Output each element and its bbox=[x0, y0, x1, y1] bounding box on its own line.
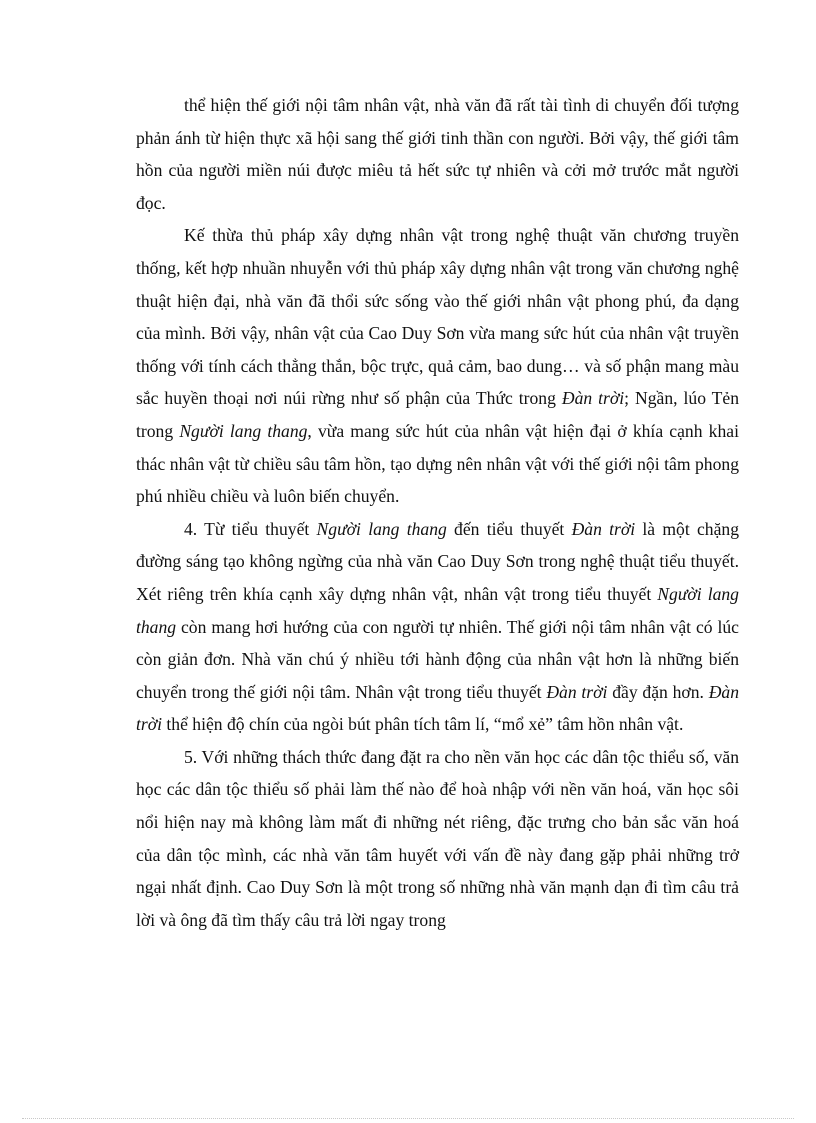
novel-title-nguoi-lang-thang: Người lang thang bbox=[179, 420, 308, 441]
paragraph-3 bbox=[136, 513, 739, 741]
page-bottom-divider bbox=[22, 1118, 794, 1119]
novel-title-nguoi-lang-thang: Người lang thang bbox=[316, 518, 447, 539]
paragraph-text: là một chặng đường sáng tạo không ngừng của nhà văn Cao Duy Sơn trong nghệ thuật tiểu thuyết. Xét riêng trên khía cạnh xây dựng nhân vật, nhân vật trong tiểu thuyết bbox=[136, 518, 739, 604]
paragraph-2 bbox=[136, 219, 739, 512]
paragraph-text: ; Ngần, lúo Tẻn trong bbox=[136, 388, 740, 441]
novel-title-dan-troi: Đàn trời bbox=[571, 518, 636, 539]
paragraph-text: 4. Từ tiểu thuyết bbox=[184, 518, 317, 539]
paragraph-text: thể hiện độ chín của ngòi bút phân tích tâm lí, “mổ xẻ” tâm hồn nhân vật. bbox=[162, 714, 684, 735]
novel-title-dan-troi: Đàn trời bbox=[136, 681, 739, 735]
document-body bbox=[136, 89, 739, 936]
novel-title-dan-troi: Đàn trời bbox=[546, 681, 608, 702]
novel-title-nguoi-lang-thang: Người lang thang bbox=[136, 583, 739, 637]
paragraph-text: thể hiện thế giới nội tâm nhân vật, nhà văn đã rất tài tình di chuyển đối tượng phản ánh từ hiện thực xã hội sang thế giới tinh thần con người. Bởi vậy, thế giới tâm hồn của người miền núi được miêu tả hết sức tự nhiên và cởi mở trước mắt người đọc. bbox=[136, 95, 739, 213]
paragraph-text: đến tiểu thuyết bbox=[446, 518, 572, 539]
paragraph-1 bbox=[136, 89, 739, 219]
novel-title-dan-troi: Đàn trời bbox=[561, 388, 625, 409]
paragraph-text: 5. Với những thách thức đang đặt ra cho nền văn học các dân tộc thiểu số, văn học các dân tộc thiểu số phải làm thế nào để hoà nhập với nền văn hoá, văn học sôi nổi hiện nay mà không làm mất đi những nét riêng, đặc trưng cho bản sắc văn hoá của dân tộc mình, các nhà văn tâm huyết với vấn đề này đang gặp phải những trở ngại nhất định. Cao Duy Sơn là một trong số những nhà văn mạnh dạn đi tìm câu trả lời và ông đã tìm thấy câu trả lời ngay trong bbox=[136, 746, 739, 930]
paragraph-text: , vừa mang sức hút của nhân vật hiện đại ở khía cạnh khai thác nhân vật từ chiều sâu tâm hồn, tạo dựng nên nhân vật với thế giới nội tâm phong phú nhiều chiều và luôn biến chuyển. bbox=[136, 420, 739, 507]
paragraph-text: đầy đặn hơn. bbox=[607, 681, 709, 702]
paragraph-4 bbox=[136, 741, 739, 937]
paragraph-text: Kế thừa thủ pháp xây dựng nhân vật trong nghệ thuật văn chương truyền thống, kết hợp nhuần nhuyễn với thủ pháp xây dựng nhân vật trong văn chương nghệ thuật hiện đại, nhà văn đã thổi sức sống vào thế giới nhân vật phong phú, đa dạng của mình. Bởi vậy, nhân vật của Cao Duy Sơn vừa mang sức hút của nhân vật truyền thống với tính cách thẳng thắn, bộc trực, quả cảm, bao dung… và số phận mang màu sắc huyền thoại nơi núi rừng như số phận của Thức trong bbox=[136, 225, 739, 409]
paragraph-text: còn mang hơi hướng của con người tự nhiên. Thế giới nội tâm nhân vật có lúc còn giản đơn. Nhà văn chú ý nhiều tới hành động của nhân vật hơn là những biến chuyển trong thế giới nội tâm. Nhân vật trong tiểu thuyết bbox=[136, 616, 739, 702]
